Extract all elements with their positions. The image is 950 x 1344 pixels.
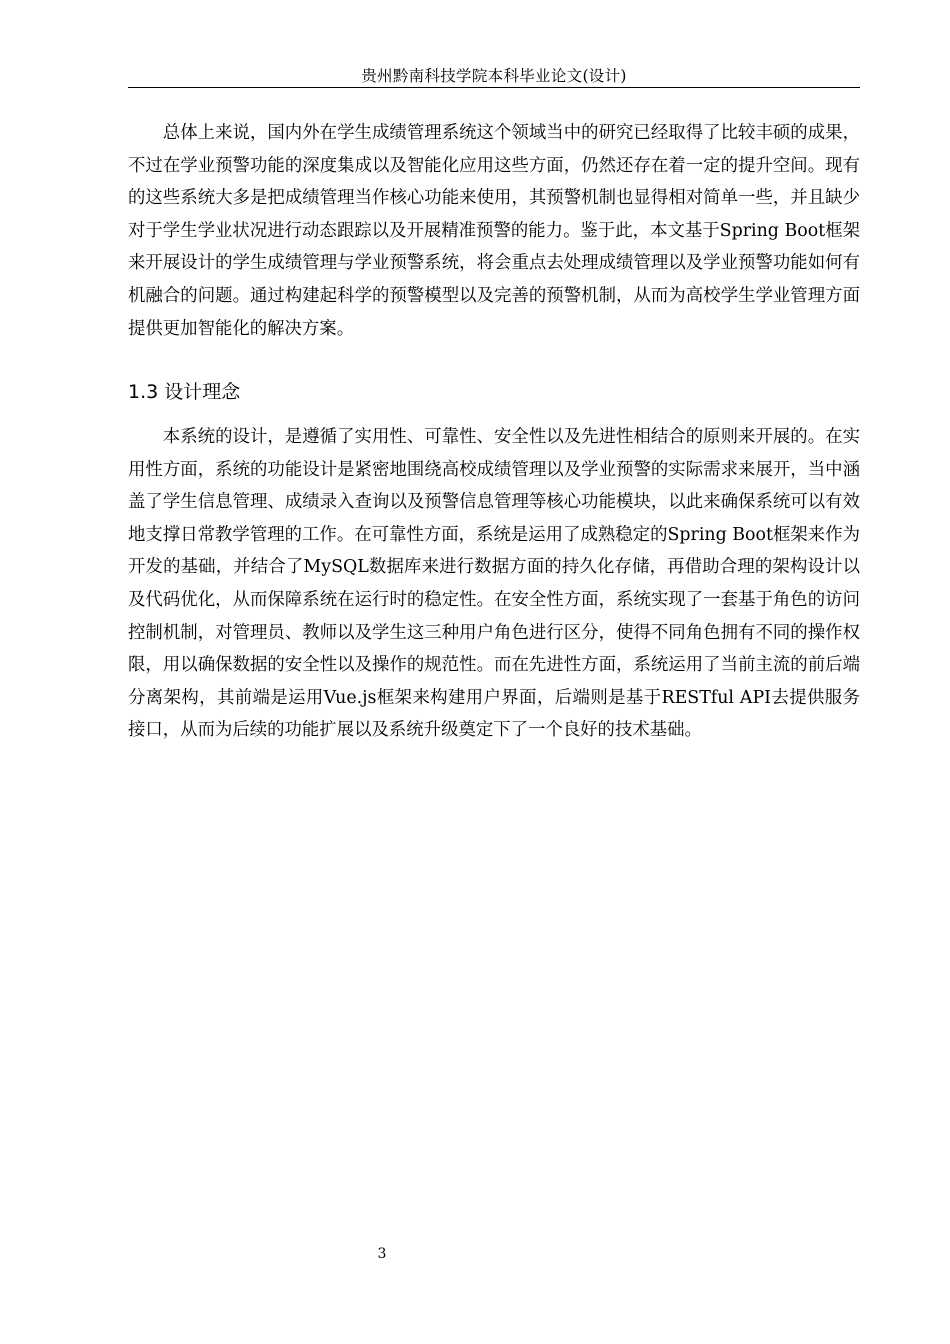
running-header: 贵州黔南科技学院本科毕业论文(设计) xyxy=(361,67,627,85)
body-paragraph-summary: 总体上来说，国内外在学生成绩管理系统这个领域当中的研究已经取得了比较丰硕的成果，不过在学业预警功能的深度集成以及智能化应用这些方面，仍然还存在着一定的提升空间。现有的这些系统大多是把成绩管理当作核心功能来使用，其预警机制也显得相对简单一些，并且缺少对于学生学业状况进行动态跟踪以及开展精准预警的能力。鉴于此，本文基于Spring Boot框架来开展设计的学生成绩管理与学业预警系统，将会重点去处理成绩管理以及学业预警功能如何有机融合的问题。通过构建起科学的预警模型以及完善的预警机制，从而为高校学生学业管理方面提供更加智能化的解决方案。 xyxy=(128,123,860,339)
section-heading: 1.3 设计理念 xyxy=(128,381,241,403)
header-rule xyxy=(128,87,860,88)
body-paragraph-design-principles: 本系统的设计，是遵循了实用性、可靠性、安全性以及先进性相结合的原则来开展的。在实用性方面，系统的功能设计是紧密地围绕高校成绩管理以及学业预警的实际需求来展开，当中涵盖了学生信息管理、成绩录入查询以及预警信息管理等核心功能模块，以此来确保系统可以有效地支撑日常教学管理的工作。在可靠性方面，系统是运用了成熟稳定的Spring Boot框架来作为开发的基础，并结合了MySQL数据库来进行数据方面的持久化存储，再借助合理的架构设计以及代码优化，从而保障系统在运行时的稳定性。在安全性方面，系统实现了一套基于角色的访问控制机制，对管理员、教师以及学生这三种用户角色进行区分，使得不同角色拥有不同的操作权限，用以确保数据的安全性以及操作的规范性。而在先进性方面，系统运用了当前主流的前后端分离架构，其前端是运用Vue.js框架来构建用户界面，后端则是基于RESTful API去提供服务接口，从而为后续的功能扩展以及系统升级奠定下了一个良好的技术基础。 xyxy=(128,427,860,741)
page-number: 3 xyxy=(377,1246,387,1262)
